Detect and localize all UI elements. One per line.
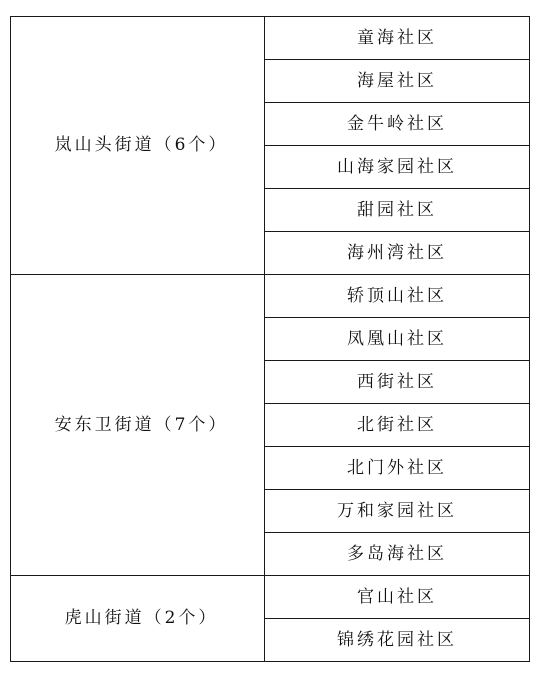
- community-cell: 海州湾社区: [265, 232, 530, 275]
- community-cell: 锦绣花园社区: [265, 619, 530, 662]
- table-row: [11, 576, 530, 619]
- community-cell: 北门外社区: [265, 447, 530, 490]
- community-cell: 海屋社区: [265, 60, 530, 103]
- table-row: [11, 275, 530, 318]
- street-name-andongwei: 安东卫街道（7个）: [11, 275, 265, 576]
- street-name-hushan: 虎山街道（2个）: [11, 576, 265, 662]
- table-row: [11, 17, 530, 60]
- community-table: [10, 16, 530, 662]
- community-cell: 北街社区: [265, 404, 530, 447]
- community-cell: 山海家园社区: [265, 146, 530, 189]
- street-name-lanshantou: 岚山头街道（6个）: [11, 17, 265, 275]
- community-cell: 金牛岭社区: [265, 103, 530, 146]
- community-cell: 多岛海社区: [265, 533, 530, 576]
- community-cell: 轿顶山社区: [265, 275, 530, 318]
- community-cell: 凤凰山社区: [265, 318, 530, 361]
- community-cell: 万和家园社区: [265, 490, 530, 533]
- community-cell: 西街社区: [265, 361, 530, 404]
- community-cell: 官山社区: [265, 576, 530, 619]
- community-cell: 童海社区: [265, 17, 530, 60]
- community-cell: 甜园社区: [265, 189, 530, 232]
